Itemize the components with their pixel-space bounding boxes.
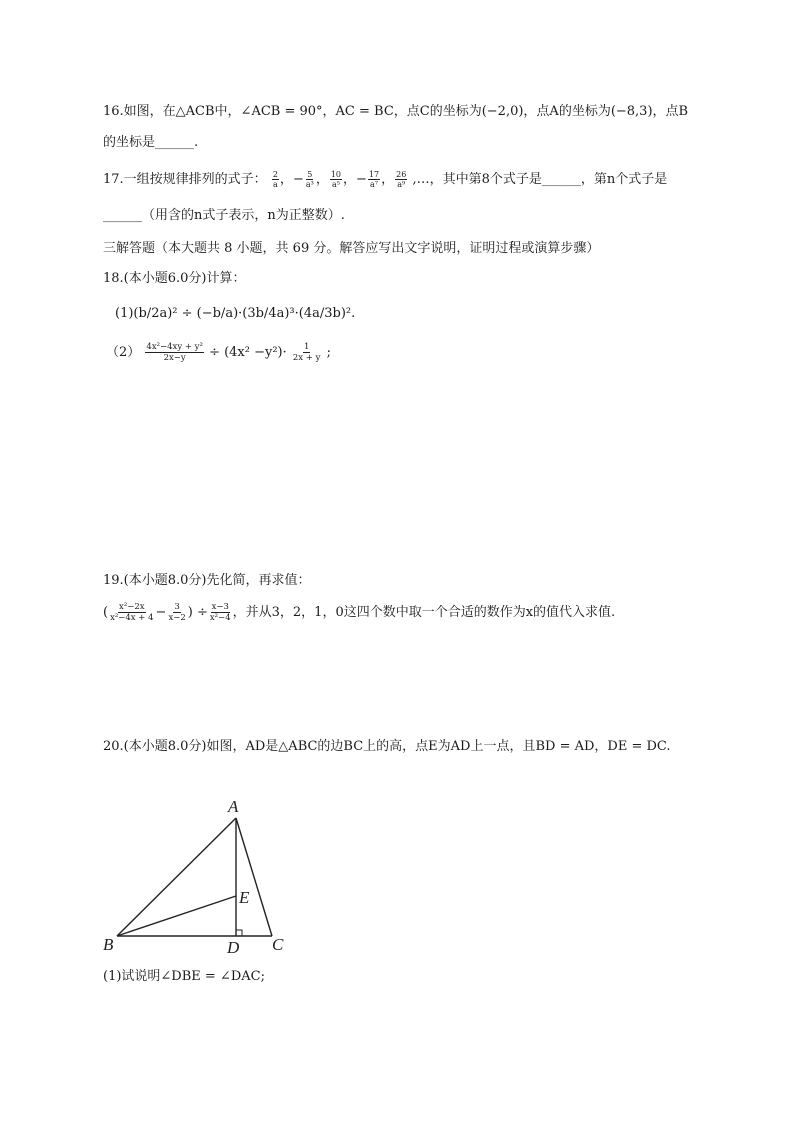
q17-line1 (103, 170, 667, 189)
q20-part1: (1)试说明∠DBE = ∠DAC; (103, 969, 265, 984)
numerator: 26 (396, 170, 407, 179)
q18-part2-fraction (145, 342, 203, 363)
label-B: B (103, 935, 114, 954)
term-fraction (305, 170, 315, 189)
minus-sign: − (155, 605, 167, 620)
term-fraction (368, 170, 380, 189)
q16-line2: 的坐标是______. (103, 135, 199, 150)
numerator: 10 (330, 170, 342, 179)
q18-part1: (1)(b/2a)² ÷ (−b/a)·(3b/4a)³·(4a/3b)². (115, 306, 356, 321)
label-C: C (272, 935, 284, 954)
denominator: x²−4 (209, 613, 231, 623)
section-header: 三解答题（本大题共 8 小题，共 69 分。解答应写出文字说明，证明过程或演算步骤） (103, 241, 600, 256)
numerator: 17 (368, 170, 380, 179)
q18-part2-end: ; (326, 345, 331, 360)
denominator: a³ (305, 180, 314, 189)
numerator: 3 (174, 602, 180, 612)
q18-title: 18.(本小题6.0分)计算： (103, 271, 246, 286)
q17-line2: ______（用含的n式子表示，n为正整数）. (103, 208, 345, 223)
q19-fraction1 (109, 602, 154, 623)
term-sign: − (356, 172, 367, 187)
numerator: 4x²−4xy + y² (146, 342, 203, 352)
term-fraction (395, 170, 407, 189)
close-paren-div: ) ÷ (187, 605, 208, 620)
term-sign: − (292, 172, 304, 187)
label-E: E (239, 888, 250, 907)
denominator: a⁵ (331, 180, 340, 189)
q19-title: 19.(本小题8.0分)先化简，再求值： (103, 573, 311, 588)
denominator: x−2 (168, 613, 186, 623)
right-angle-mark (236, 930, 242, 936)
denominator: a (272, 180, 278, 189)
q19-expression (103, 602, 615, 623)
label-D: D (227, 938, 240, 957)
numerator: 1 (303, 342, 310, 352)
segment-BE (117, 896, 236, 936)
open-paren: ( (103, 605, 109, 620)
q18-part2-mid: ÷ (4x² −y²)· (209, 345, 287, 360)
numerator: 5 (307, 170, 313, 179)
q20-title: 20.(本小题8.0分)如图，AD是△ABC的边BC上的高，点E为AD上一点，且BD = AD，DE = DC. (103, 739, 671, 754)
sequence-term: ，− $\frac{5}{\text{a³}}$ (279, 170, 314, 189)
sequence-term: ， $\frac{10}{\text{a⁵}}$ (315, 170, 342, 189)
sequence-term: ， $\frac{26}{\text{a⁹}}$ (381, 170, 407, 189)
sequence-term (271, 172, 280, 187)
denominator: 2x−y (163, 353, 186, 363)
numerator: 2 (272, 170, 278, 179)
q17-prefix: 17.一组按规律排列的式子： (103, 172, 267, 187)
q18-part2 (106, 342, 331, 363)
numerator: x−3 (211, 602, 229, 612)
numerator: x²−2x (119, 602, 145, 612)
q19-text: ，并从3，2，1，0这四个数中取一个合适的数作为x的值代入求值. (232, 605, 616, 620)
q16-line1: 16.如图，在△ACB中，∠ACB = 90°，AC = BC，点C的坐标为(−2,0)，点A的坐标为(−8,3)，点B (103, 104, 689, 119)
denominator: a⁷ (370, 180, 379, 189)
q17-suffix: ,…，其中第8个式子是______，第n个式子是 (412, 172, 668, 187)
denominator: x²−4x + 4 (110, 613, 154, 623)
term-fraction (330, 170, 342, 189)
q17-fraction-sequence (271, 172, 409, 187)
q19-fraction2 (167, 602, 186, 623)
denominator: 2x + y (292, 353, 321, 363)
edge-AC (236, 818, 272, 936)
denominator: a⁹ (397, 180, 406, 189)
label-A: A (228, 797, 239, 816)
q19-fraction3 (209, 602, 232, 623)
q18-part2-fraction2 (292, 342, 322, 363)
triangle-figure (100, 790, 300, 960)
sequence-term: ，− $\frac{17}{\text{a⁷}}$ (343, 170, 380, 189)
q18-part2-label: （2） (106, 345, 141, 360)
term-fraction (272, 170, 279, 189)
edge-AB (117, 818, 236, 936)
